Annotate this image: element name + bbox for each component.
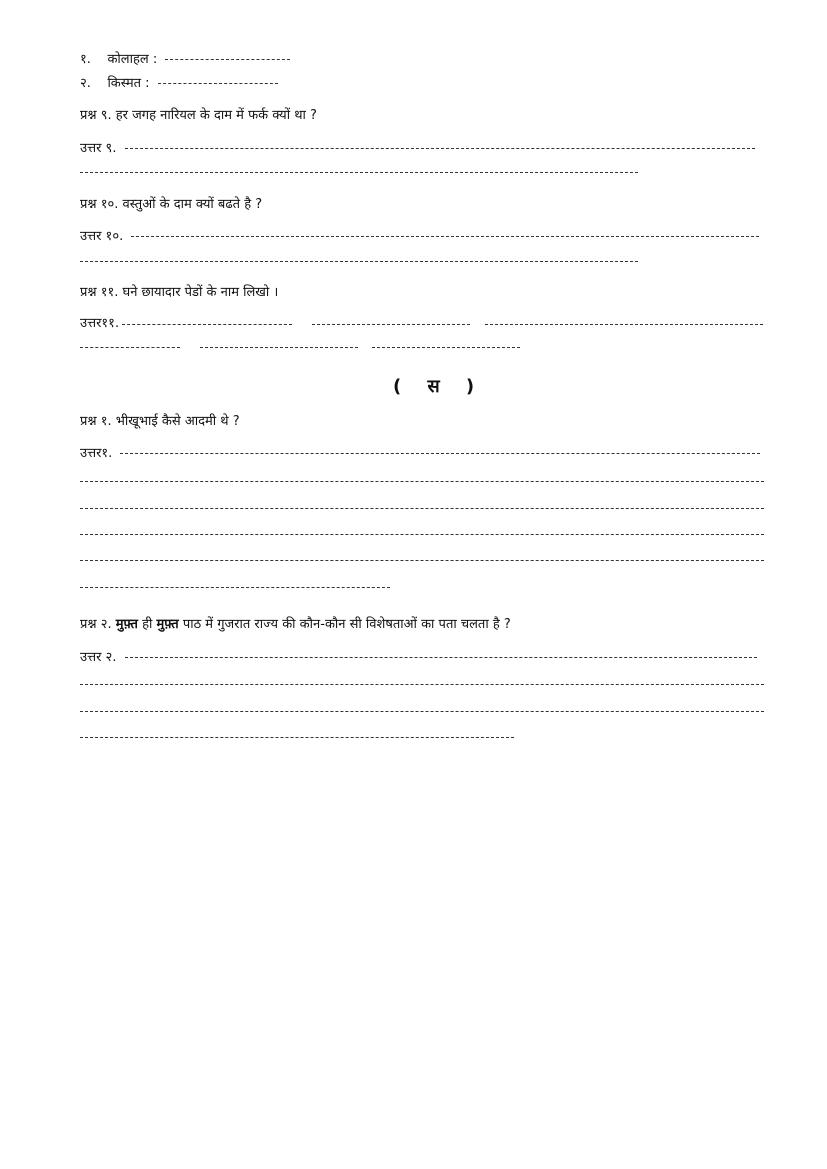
answer-9	[80, 141, 755, 157]
answer-line[interactable]	[80, 261, 638, 262]
vocab-line-1	[80, 52, 290, 68]
answer-label: उत्तर१.	[80, 446, 113, 461]
answer-label: उत्तर २.	[80, 650, 117, 665]
answer-label: उत्तर १०.	[80, 229, 124, 244]
question-10	[80, 197, 262, 213]
answer-blank[interactable]	[131, 236, 759, 237]
bold-word: मुफ़्त	[115, 617, 138, 632]
section-heading: ( स )	[393, 376, 485, 397]
answer-line[interactable]	[200, 347, 358, 348]
answer-10	[80, 229, 759, 245]
question-label: प्रश्न १०.	[80, 197, 119, 212]
question-s1	[80, 414, 240, 430]
question-s2	[80, 617, 511, 633]
vocab-word: किस्मत :	[107, 76, 150, 91]
answer-line[interactable]	[80, 711, 764, 712]
question-mid: ही	[142, 617, 153, 632]
answer-line[interactable]	[80, 534, 764, 535]
answer-line[interactable]	[80, 172, 638, 173]
answer-blank[interactable]	[165, 59, 290, 60]
vocab-word: कोलाहल :	[107, 52, 158, 67]
answer-label: उत्तर११.	[80, 316, 120, 331]
answer-line[interactable]	[80, 347, 180, 348]
answer-line[interactable]	[80, 508, 764, 509]
answer-blank[interactable]	[120, 453, 760, 454]
answer-line[interactable]	[372, 347, 520, 348]
question-text: पाठ में गुजरात राज्य की कौन-कौन सी विशेषताओं का पता चलता है ?	[182, 617, 511, 632]
vocab-line-2	[80, 76, 278, 92]
question-11	[80, 285, 278, 301]
answer-line[interactable]	[80, 587, 390, 588]
question-text: भीखूभाई कैसे आदमी थे ?	[115, 414, 240, 429]
answer-s1	[80, 446, 760, 462]
question-label: प्रश्न २.	[80, 617, 112, 632]
question-text: हर जगह नारियल के दाम में फर्क क्यों था ?	[115, 108, 317, 123]
vocab-num: १.	[80, 52, 91, 67]
question-label: प्रश्न ९.	[80, 108, 112, 123]
answer-line[interactable]	[485, 324, 763, 325]
answer-blank[interactable]	[125, 657, 757, 658]
question-text: वस्तुओं के दाम क्यों बढते है ?	[122, 197, 263, 212]
answer-line[interactable]	[312, 324, 470, 325]
answer-line[interactable]	[80, 481, 764, 482]
bold-word: मुफ़्त	[156, 617, 179, 632]
answer-11	[80, 316, 119, 332]
answer-s2	[80, 650, 757, 666]
question-label: प्रश्न १.	[80, 414, 112, 429]
question-text: घने छायादार पेडों के नाम लिखो ।	[122, 285, 279, 300]
answer-line[interactable]	[80, 737, 514, 738]
answer-line[interactable]	[80, 684, 764, 685]
answer-line[interactable]	[80, 560, 764, 561]
vocab-num: २.	[80, 76, 91, 91]
answer-line[interactable]	[122, 324, 292, 325]
question-9	[80, 108, 317, 124]
answer-blank[interactable]	[125, 148, 755, 149]
answer-blank[interactable]	[158, 83, 278, 84]
answer-label: उत्तर ९.	[80, 141, 117, 156]
question-label: प्रश्न ११.	[80, 285, 119, 300]
